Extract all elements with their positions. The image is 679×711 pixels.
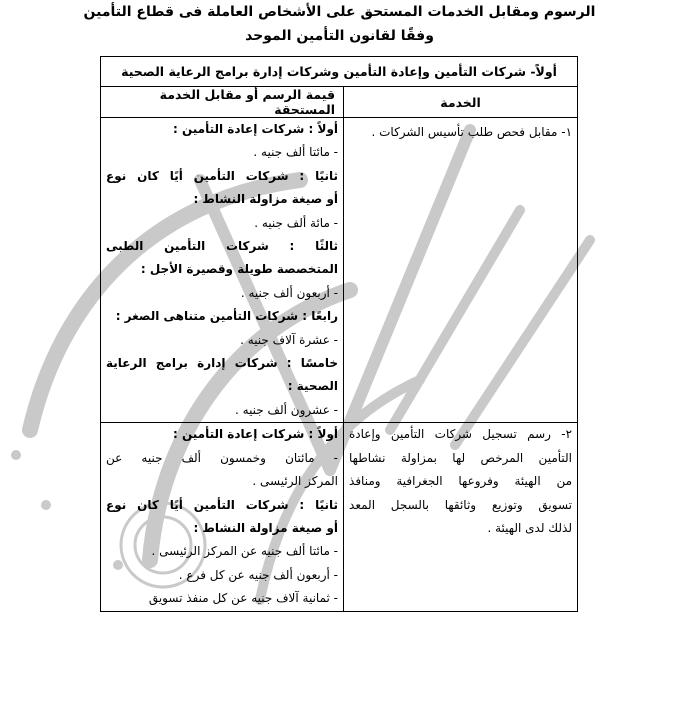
fee-line: أو صيغة مزاولة النشاط : [193, 192, 339, 207]
fee-line: - مائة ألف جنيه . [254, 215, 339, 230]
fee-line: المتخصصة طويلة وقصيرة الأجل : [140, 262, 339, 277]
service-cell [344, 423, 578, 611]
service-text: ٢- رسم تسجيل شركات التأمين وإعادة [349, 427, 573, 442]
fee-line: المركز الرئيسى . [252, 474, 339, 489]
fee-cell [101, 423, 344, 611]
fee-line: - عشرون ألف جنيه . [235, 402, 339, 417]
fee-line: ثالثًا : شركات التأمين الطبى [106, 239, 339, 254]
service-text: لذلك لدى الهيئة . [487, 520, 573, 535]
fee-line: - عشرة آلاف جنيه . [240, 332, 339, 347]
table-row [101, 118, 578, 423]
section-title: أولاً- شركات التأمين وإعادة التأمين وشركات إدارة برامج الرعاية الصحية [101, 57, 578, 87]
fee-line: أولاً : شركات إعادة التأمين : [173, 122, 339, 136]
fee-line: ثانيًا : شركات التأمين أيًا كان نوع [106, 497, 339, 512]
fee-line: أو صيغة مزاولة النشاط : [193, 520, 339, 535]
fee-line: خامسًا : شركات إدارة برامج الرعاية [106, 356, 339, 371]
fee-line: - مائتان وخمسون ألف جنيه عن [106, 450, 339, 465]
table-row [101, 423, 578, 611]
fee-line: - أربعون ألف جنيه عن كل فرع . [178, 567, 339, 582]
page-title-line-2: وفقًا لقانون التأمين الموحد [245, 28, 434, 44]
service-text: التأمين المرخص لها بمزاولة نشاطها [349, 450, 573, 465]
column-header-fee: قيمة الرسم أو مقابل الخدمة المستحقة [101, 87, 344, 118]
column-header-service: الخدمة [344, 87, 578, 118]
service-text: تسويق وتوزيع وثائقها بالسجل المعد [349, 497, 573, 512]
fee-line: رابعًا : شركات التأمين متناهى الصغر : [115, 309, 339, 324]
page-title-line-1: الرسوم ومقابل الخدمات المستحق على الأشخاص العاملة فى قطاع التأمين [83, 4, 596, 20]
fee-line: ثانيًا : شركات التأمين أيًا كان نوع [106, 168, 339, 183]
service-text: من الهيئة وفروعها الجغرافية ومنافذ [349, 474, 573, 489]
fee-line: - مائتا ألف جنيه . [253, 145, 339, 160]
fee-line: الصحية : [287, 379, 339, 394]
fee-line: أولاً : شركات إعادة التأمين : [173, 427, 339, 442]
service-cell [344, 118, 578, 423]
service-text: ١- مقابل فحص طلب تأسيس الشركات . [371, 125, 573, 139]
fee-line: - مائتا ألف جنيه عن المركز الرئيسى . [151, 544, 339, 559]
fee-line: - ثمانية آلاف جنيه عن كل منفذ تسويق [148, 591, 339, 606]
fee-cell [101, 118, 344, 423]
fees-table [100, 56, 578, 612]
fee-line: - أربعون ألف جنيه . [240, 285, 339, 300]
